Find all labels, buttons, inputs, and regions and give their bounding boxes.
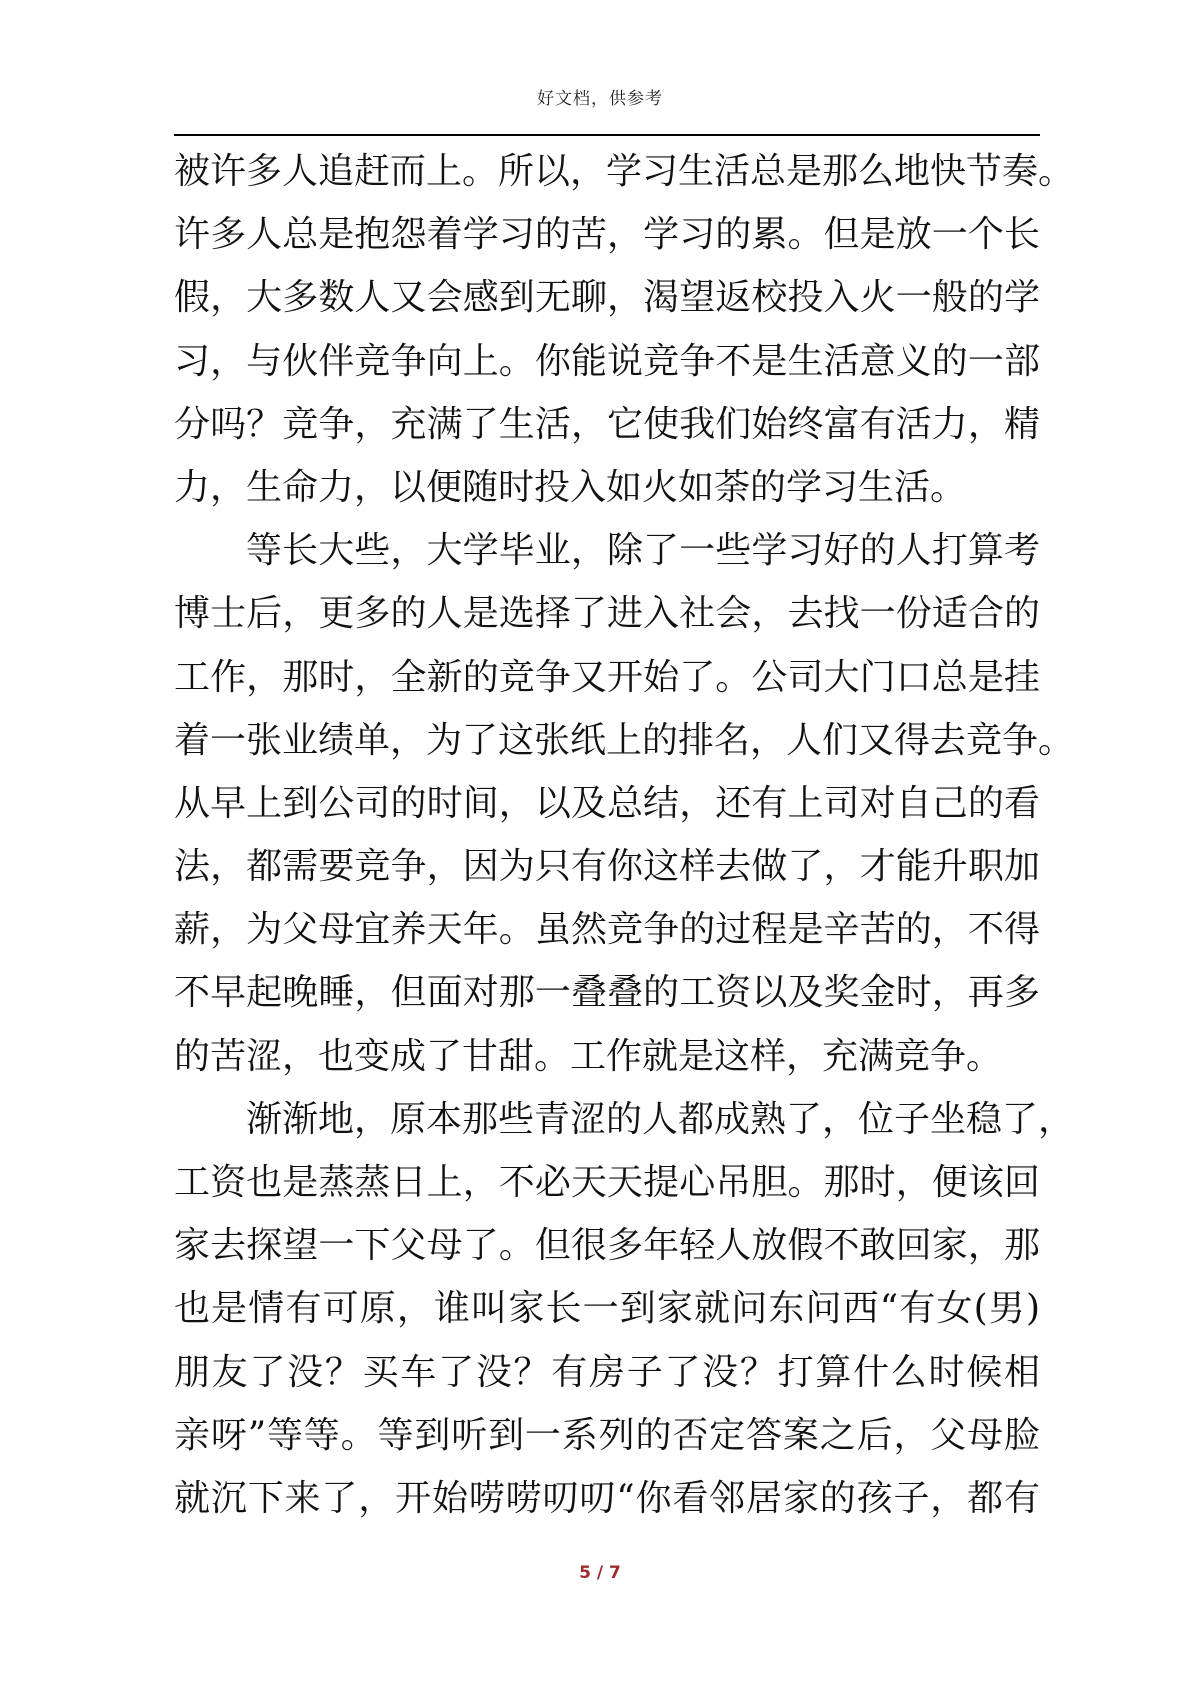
- paragraph-1-line-3: 假，大多数人又会感到无聊，渴望返校投入火一般的学: [174, 277, 1040, 319]
- paragraph-3-line-3: 家去探望一下父母了。但很多年轻人放假不敢回家，那: [174, 1225, 1040, 1267]
- paragraph-2-line-7: 薪，为父母宜养天年。虽然竞争的过程是辛苦的，不得: [174, 909, 1040, 951]
- paragraph-3-line-6: 亲呀”等等。等到听到一系列的否定答案之后，父母脸: [174, 1414, 1040, 1456]
- paragraph-3-line-5: 朋友了没？买车了没？有房子了没？打算什么时候相: [174, 1351, 1040, 1393]
- page-header: 好文档，供参考: [537, 89, 663, 109]
- paragraph-2-line-9: 的苦涩，也变成了甘甜。工作就是这样，充满竞争。: [174, 1035, 1003, 1077]
- page-number: 5 / 7: [579, 1563, 621, 1583]
- paragraph-1-line-4: 习，与伙伴竞争向上。你能说竞争不是生活意义的一部: [174, 340, 1040, 382]
- document-body: [174, 140, 1075, 1530]
- paragraph-1-line-6: 力，生命力，以便随时投入如火如荼的学习生活。: [174, 466, 967, 508]
- paragraph-3-line-2: 工资也是蒸蒸日上，不必天天提心吊胆。那时，便该回: [174, 1162, 1040, 1203]
- paragraph-2-line-2: 博士后，更多的人是选择了进入社会，去找一份适合的: [174, 593, 1040, 635]
- paragraph-2-line-4: 着一张业绩单，为了这张纸上的排名，人们又得去竞争。: [174, 719, 1075, 761]
- paragraph-2-line-5: 从早上到公司的时间，以及总结，还有上司对自己的看: [174, 782, 1040, 824]
- paragraph-3-line-7: 就沉下来了，开始唠唠叨叨“你看邻居家的孩子，都有: [174, 1477, 1040, 1519]
- paragraph-2-line-6: 法，都需要竞争，因为只有你这样去做了，才能升职加: [174, 846, 1040, 888]
- header-divider: [174, 134, 1040, 136]
- paragraph-2-line-8: 不早起晚睡，但面对那一叠叠的工资以及奖金时，再多: [174, 972, 1040, 1014]
- paragraph-2-line-1: 等长大些，大学毕业，除了一些学习好的人打算考: [246, 530, 1040, 572]
- paragraph-2-line-3: 工作，那时，全新的竞争又开始了。公司大门口总是挂: [174, 656, 1040, 698]
- paragraph-1-line-1: 被许多人追赶而上。所以，学习生活总是那么地快节奏。: [174, 151, 1075, 192]
- paragraph-1-line-5: 分吗？竞争，充满了生活，它使我们始终富有活力，精: [174, 403, 1040, 445]
- paragraph-3-line-1: 渐渐地，原本那些青涩的人都成熟了，位子坐稳了，: [246, 1098, 1075, 1140]
- paragraph-3-line-4: 也是情有可原，谁叫家长一到家就问东问西“有女(男): [174, 1288, 1040, 1330]
- paragraph-1-line-2: 许多人总是抱怨着学习的苦，学习的累。但是放一个长: [174, 214, 1040, 256]
